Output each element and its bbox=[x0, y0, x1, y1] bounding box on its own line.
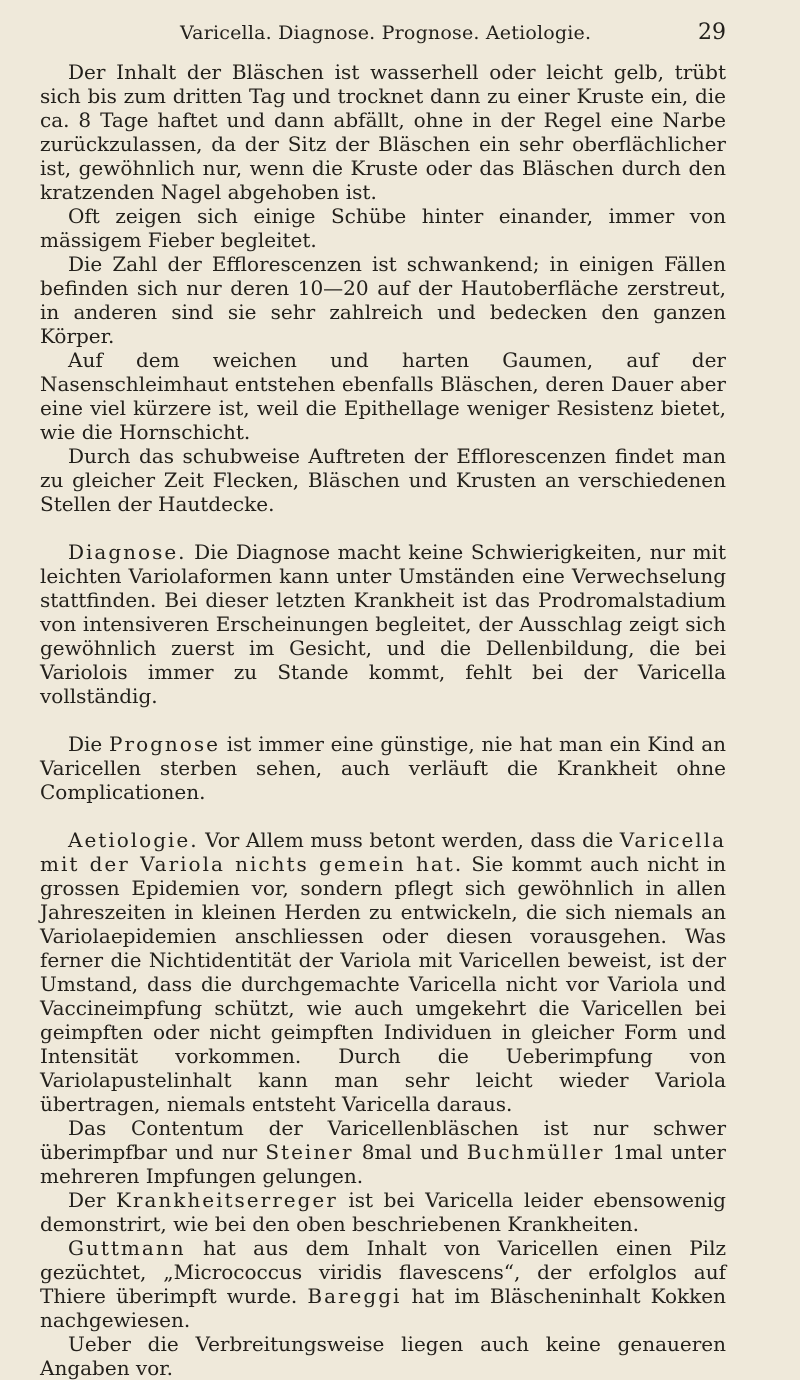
page-number: 29 bbox=[698, 20, 726, 45]
paragraph-contents-of-vesicles: Der Inhalt der Bläschen ist wasserhell oder leicht gelb, trübt sich bis zum dritten Tag und trocknet dann zu einer Kruste ein, die ca. 8 Tage haftet und dann abfällt, ohne in der Regel eine Narbe zurückzulassen, da der Sitz der Bläschen ein sehr oberflächlicher ist, gewöhnlich nur, wenn die Kruste oder das Bläschen durch den kratzenden Nagel abgehoben ist. bbox=[40, 60, 726, 204]
aetiology-text-2: Sie kommt auch nicht in grossen Epidemien vor, sondern pflegt sich gewöhnlich in allen Jahreszeiten in kleinen Herden zu entwickeln, die sich niemals an Variolaepidemien anschliessen oder diesen vorausgehen. Was ferner die Nichtidentität der Variola mit Varicellen beweist, ist der Umstand, dass die durchgemachte Varicella nicht vor Variola und Vaccineimpfung schützt, wie auch umgekehrt die Varicellen bei geimpften oder nicht geimpften Individuen in gleicher Form und Intensität vorkommen. Durch die Ueberimpfung von Variolapustelinhalt kann man sehr leicht wieder Variola übertragen, niemals entsteht Varicella daraus. bbox=[40, 852, 726, 1116]
paragraph-efflorescences-count: Die Zahl der Efflorescenzen ist schwankend; in einigen Fällen befinden sich nur deren 10—20 auf der Hautoberfläche zerstreut, in anderen sind sie sehr zahlreich und bedecken den ganzen Körper. bbox=[40, 252, 726, 348]
inoculation-text-1: Das Contentum der Varicellenbläschen ist nur schwer überimpfbar und nur bbox=[40, 1116, 726, 1164]
paragraph-aetiology bbox=[40, 828, 726, 1116]
aetiology-text-1: Vor Allem muss betont werden, dass die bbox=[198, 828, 620, 852]
prognosis-heading: Prognose bbox=[109, 732, 220, 756]
page-header bbox=[40, 18, 726, 48]
paragraph-pathogen bbox=[40, 1188, 726, 1236]
aetiology-emphasis: Varicella mit der Variola nichts gemein hat. bbox=[40, 828, 726, 876]
paragraph-prognosis bbox=[40, 732, 726, 804]
diagnosis-heading: Diagnose. bbox=[68, 540, 187, 564]
author-bareggi: Bareggi bbox=[307, 1284, 402, 1308]
aetiology-heading: Aetiologie. bbox=[68, 828, 199, 852]
paragraph-inoculation bbox=[40, 1116, 726, 1188]
pathogen-heading: Krankheitserreger bbox=[115, 1188, 338, 1212]
pathogen-text: ist bei Varicella leider ebensowenig demonstrirt, wie bei den oben beschriebenen Krankheiten. bbox=[40, 1188, 726, 1236]
research-text-2: hat im Bläscheninhalt Kokken nachgewiesen. bbox=[40, 1284, 726, 1332]
author-steiner: Steiner bbox=[265, 1140, 354, 1164]
research-text-1: hat aus dem Inhalt von Varicellen einen Pilz gezüchtet, „Micrococcus viridis flavescens“, der erfolglos auf Thiere überimpft wurde. bbox=[40, 1236, 726, 1308]
prognosis-text: ist immer eine günstige, nie hat man ein Kind an Varicellen sterben sehen, auch verläuft die Krankheit ohne Complicationen. bbox=[40, 732, 726, 804]
author-buchmueller: Buchmüller bbox=[466, 1140, 605, 1164]
inoculation-text-2: 8mal und bbox=[353, 1140, 467, 1164]
paragraph-fever: Oft zeigen sich einige Schübe hinter einander, immer von mässigem Fieber begleitet. bbox=[40, 204, 726, 252]
paragraph-stages: Durch das schubweise Auftreten der Efflorescenzen findet man zu gleicher Zeit Flecken, Bläschen und Krusten an verschiedenen Stellen der Hautdecke. bbox=[40, 444, 726, 516]
running-title: Varicella. Diagnose. Prognose. Aetiologie. bbox=[180, 22, 592, 44]
author-guttmann: Guttmann bbox=[68, 1236, 186, 1260]
diagnosis-text: Die Diagnose macht keine Schwierigkeiten, nur mit leichten Variolaformen kann unter Umständen eine Verwechselung stattfinden. Bei dieser letzten Krankheit ist das Prodromalstadium von intensiveren Erscheinungen begleitet, der Ausschlag zeigt sich gewöhnlich zuerst im Gesicht, und die Dellenbildung, die bei Variolois immer zu Stande kommt, fehlt bei der Varicella vollständig. bbox=[40, 540, 726, 708]
paragraph-spread: Ueber die Verbreitungsweise liegen auch keine genaueren Angaben vor. bbox=[40, 1332, 726, 1380]
pathogen-lead: Der bbox=[68, 1188, 116, 1212]
paragraph-diagnosis bbox=[40, 540, 726, 708]
prognosis-lead: Die bbox=[68, 732, 110, 756]
paragraph-mucosa: Auf dem weichen und harten Gaumen, auf der Nasenschleimhaut entstehen ebenfalls Bläschen, deren Dauer aber eine viel kürzere ist, weil die Epithellage weniger Resistenz bietet, wie die Hornschicht. bbox=[40, 348, 726, 444]
paragraph-research bbox=[40, 1236, 726, 1332]
inoculation-text-3: 1mal unter mehreren Impfungen gelungen. bbox=[40, 1140, 726, 1188]
body-text bbox=[40, 60, 726, 1380]
